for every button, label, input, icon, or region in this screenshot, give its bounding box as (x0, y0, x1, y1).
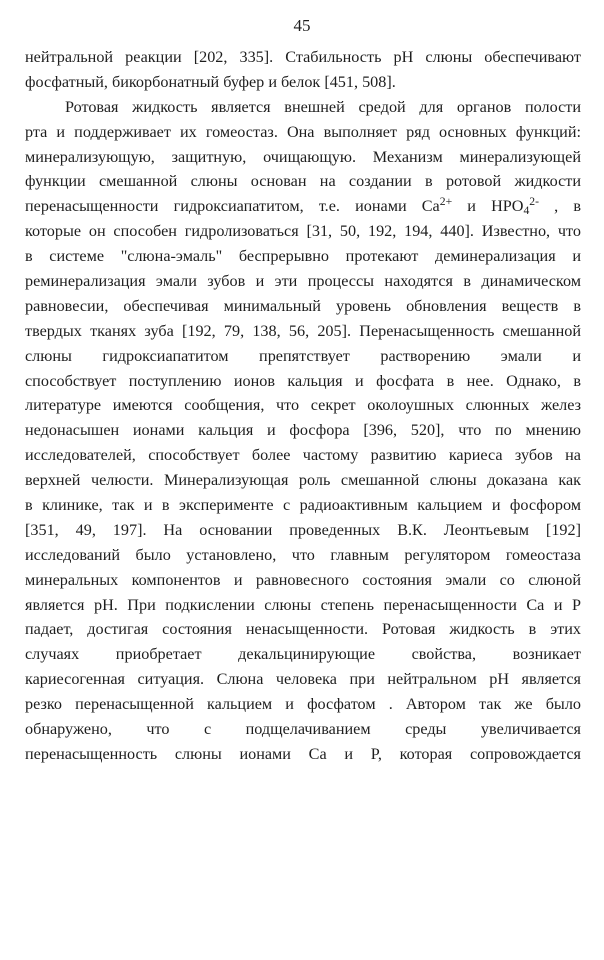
text-line: случаях приобретает декальцинирующие свойства, возникает (25, 645, 581, 664)
text-line: верхней челюсти. Минерализующая роль смешанной слюны доказана как (25, 471, 581, 490)
text-line: [351, 49, 197]. На основании проведенных В.К. Леонтьевым [192] (25, 520, 581, 539)
text-line: обнаружено, что с подщелачиванием среды увеличивается (25, 720, 581, 739)
text-line: резко перенасыщенной кальцием и фосфатом . Автором так же было (25, 695, 581, 714)
text-line: минеральных компонентов и равновесного состояния эмали со слюной (25, 570, 581, 589)
text-line: функции смешанной слюны основан на создании в ротовой жидкости (25, 172, 581, 191)
text-line: слюны гидроксиапатитом препятствует растворению эмали и (25, 346, 581, 365)
body-text (25, 45, 581, 767)
text-line: минерализующую, защитную, очищающую. Механизм минерализующей (25, 147, 581, 166)
text-line: литературе имеются сообщения, что секрет околоушных слюнных желез (25, 396, 581, 415)
text-line: кариесогенная ситуация. Слюна человека при нейтральном pH является (25, 670, 581, 689)
text-line: является pH. При подкислении слюны степень перенасыщенности Ca и P (25, 595, 581, 614)
text-line: падает, достигая состояния ненасыщенности. Ротовая жидкость в этих (25, 620, 581, 639)
phosphate-subscript: 4 (523, 204, 530, 218)
text-line: исследователей, способствует более частому развитию кариеса зубов на (25, 446, 581, 465)
text-line: способствует поступлению ионов кальция и фосфата в нее. Однако, в (25, 371, 581, 390)
paragraph-first-line: Ротовая жидкость является внешней средой для органов полости (65, 97, 581, 116)
text-line: твердых тканях зуба [192, 79, 138, 56, 205]. Перенасыщенность смешанной (25, 321, 581, 340)
text-line: нейтральной реакции [202, 335]. Стабильность pH слюны обеспечивают (25, 48, 581, 66)
phosphate-charge: 2- (529, 194, 540, 208)
text-line: фосфатный, бикорбонатный буфер и белок [451, 508]. (25, 72, 396, 91)
text-line: перенасыщенность слюны ионами Ca и P, которая сопровождается (25, 744, 581, 763)
text-line: в клинике, так и в эксперименте с радиоактивным кальцием и фосфором (25, 496, 581, 515)
text-line: исследований было установлено, что главным регулятором гомеостаза (25, 545, 581, 564)
formula-text-after: , в (539, 197, 581, 216)
formula-text-mid: и HPO (452, 197, 524, 216)
text-line: недонасышен ионами кальция и фосфора [396, 520], что по мнению (25, 421, 581, 440)
formula-text-before: перенасыщенности гидроксиапатитом, т.е. ионами Ca (25, 197, 440, 216)
text-line: реминерализация эмали зубов и эти процессы находятся в динамическом (25, 272, 581, 291)
text-line: равновесии, обеспечивая минимальный уровень обновления веществ в (25, 296, 581, 315)
calcium-charge: 2+ (439, 194, 453, 208)
page-number: 45 (293, 16, 311, 35)
text-line: рта и поддерживает их гомеостаз. Она выполняет ряд основных функций: (25, 122, 581, 141)
text-line: в системе "слюна-эмаль" беспрерывно протекают деминерализация и (25, 247, 581, 266)
text-line: которые он способен гидролизоваться [31, 50, 192, 194, 440]. Известно, что (25, 222, 581, 241)
text-line-chemical-formula (25, 194, 581, 219)
